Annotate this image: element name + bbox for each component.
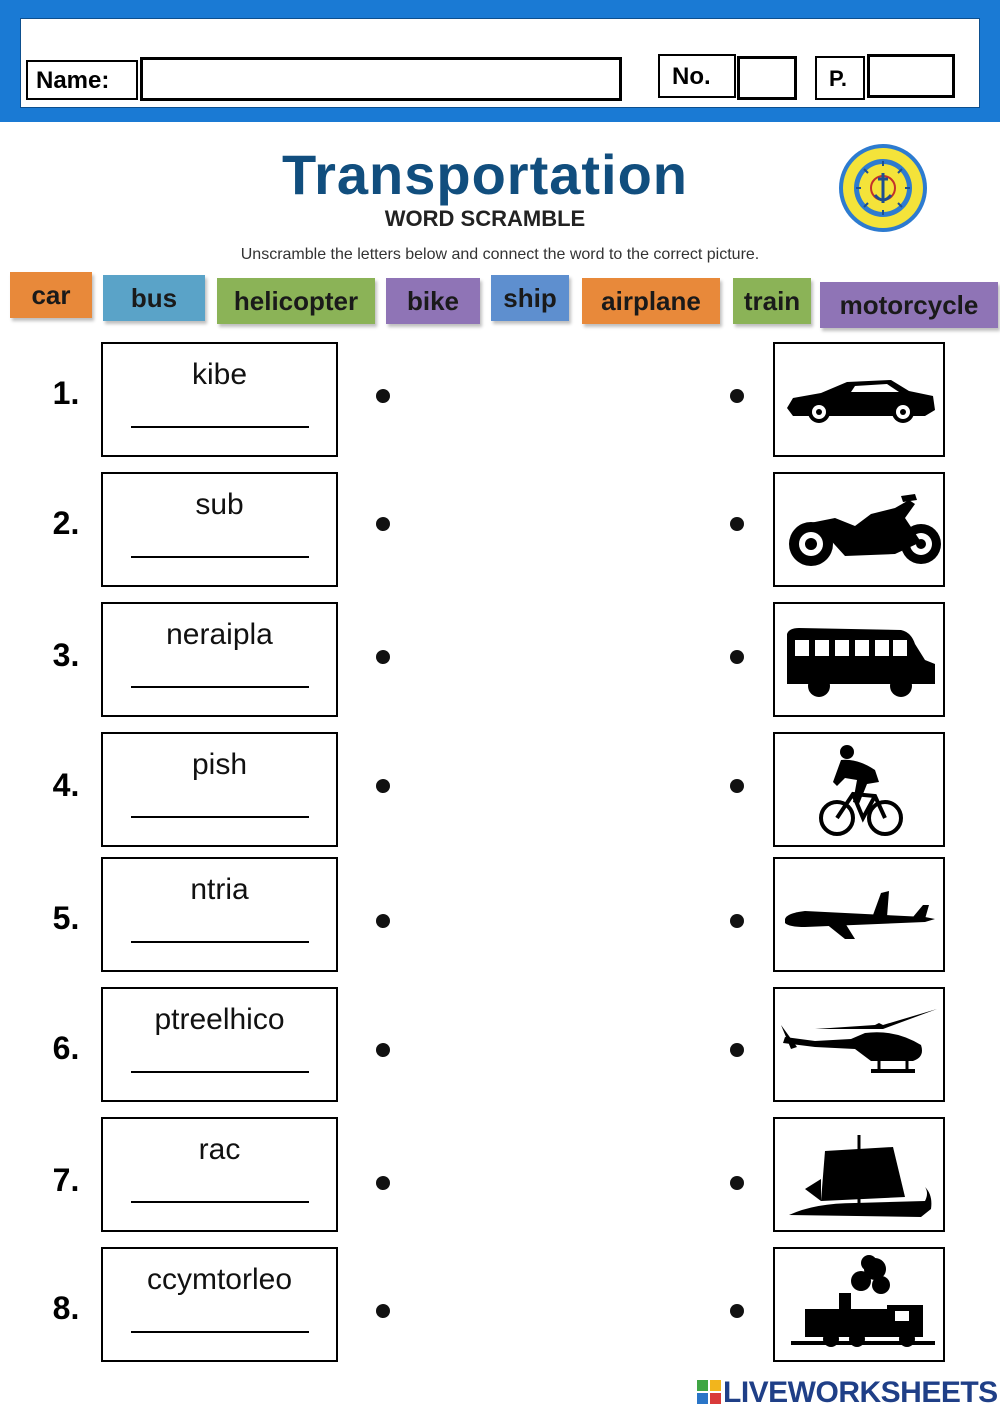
row-number: 4. xyxy=(52,767,80,803)
scrambled-word: ptreelhico xyxy=(154,1003,285,1036)
row-number: 2. xyxy=(52,505,80,541)
word-chip-airplane: airplane xyxy=(582,278,720,324)
ship-icon xyxy=(775,1119,943,1230)
answer-line[interactable] xyxy=(131,941,309,943)
scramble-box xyxy=(101,857,338,972)
answer-line[interactable] xyxy=(131,426,309,428)
row-number: 7. xyxy=(52,1162,80,1198)
left-connect-dot[interactable] xyxy=(376,389,390,403)
scramble-box xyxy=(101,987,338,1102)
scramble-box xyxy=(101,1247,338,1362)
scramble-box xyxy=(101,342,338,457)
picture-box xyxy=(773,472,945,587)
scramble-box xyxy=(101,472,338,587)
answer-line[interactable] xyxy=(131,556,309,558)
answer-line[interactable] xyxy=(131,1201,309,1203)
car-icon xyxy=(775,344,943,455)
right-connect-dot[interactable] xyxy=(730,1043,744,1057)
train-icon xyxy=(775,1249,943,1360)
scramble-box xyxy=(101,602,338,717)
word-chip-car: car xyxy=(10,272,92,318)
row-number: 3. xyxy=(52,637,80,673)
answer-line[interactable] xyxy=(131,1331,309,1333)
left-connect-dot[interactable] xyxy=(376,1304,390,1318)
scrambled-word: ntria xyxy=(190,873,249,906)
scrambled-word: pish xyxy=(191,748,248,781)
answer-line[interactable] xyxy=(131,686,309,688)
name-label: Name: xyxy=(26,60,138,100)
scrambled-word: kibe xyxy=(191,358,248,391)
liveworksheets-logo xyxy=(697,1376,998,1410)
right-connect-dot[interactable] xyxy=(730,389,744,403)
left-connect-dot[interactable] xyxy=(376,779,390,793)
motorcycle-icon xyxy=(775,474,943,585)
picture-box xyxy=(773,1117,945,1232)
left-connect-dot[interactable] xyxy=(376,1176,390,1190)
scrambled-word: neraipla xyxy=(166,618,273,651)
row-number: 5. xyxy=(52,900,80,936)
picture-box xyxy=(773,987,945,1102)
word-chip-ship: ship xyxy=(491,275,569,321)
row-number: 8. xyxy=(52,1290,80,1326)
scramble-box xyxy=(101,1117,338,1232)
liveworksheets-logo-icon xyxy=(697,1380,721,1404)
class-field[interactable] xyxy=(867,54,955,98)
right-connect-dot[interactable] xyxy=(730,1176,744,1190)
class-label: P. xyxy=(815,56,865,100)
word-chip-train: train xyxy=(733,278,811,324)
left-connect-dot[interactable] xyxy=(376,517,390,531)
picture-box xyxy=(773,857,945,972)
school-seal-icon xyxy=(838,143,928,233)
number-field[interactable] xyxy=(737,56,797,100)
right-connect-dot[interactable] xyxy=(730,517,744,531)
row-number: 6. xyxy=(52,1030,80,1066)
word-chip-bus: bus xyxy=(103,275,205,321)
left-connect-dot[interactable] xyxy=(376,914,390,928)
scrambled-word: ccymtorleo xyxy=(146,1263,293,1296)
right-connect-dot[interactable] xyxy=(730,650,744,664)
row-number: 1. xyxy=(52,375,80,411)
answer-line[interactable] xyxy=(131,1071,309,1073)
picture-box xyxy=(773,342,945,457)
picture-box xyxy=(773,1247,945,1362)
picture-box xyxy=(773,732,945,847)
name-field[interactable] xyxy=(140,57,622,101)
left-connect-dot[interactable] xyxy=(376,650,390,664)
airplane-icon xyxy=(775,859,943,970)
page-title: Transportation xyxy=(281,143,689,206)
right-connect-dot[interactable] xyxy=(730,779,744,793)
picture-box xyxy=(773,602,945,717)
word-chip-motorcycle: motorcycle xyxy=(820,282,998,328)
answer-line[interactable] xyxy=(131,816,309,818)
number-label: No. xyxy=(658,54,736,98)
page-subtitle: WORD SCRAMBLE xyxy=(384,206,586,231)
right-connect-dot[interactable] xyxy=(730,914,744,928)
footer-text: LIVEWORKSHEETS xyxy=(723,1376,998,1409)
left-connect-dot[interactable] xyxy=(376,1043,390,1057)
scrambled-word: sub xyxy=(195,488,244,521)
word-chip-bike: bike xyxy=(386,278,480,324)
bus-icon xyxy=(775,604,943,715)
instructions: Unscramble the letters below and connect the word to the correct picture. xyxy=(240,246,760,263)
right-connect-dot[interactable] xyxy=(730,1304,744,1318)
scrambled-word: rac xyxy=(198,1133,241,1166)
bike-icon xyxy=(775,734,943,845)
scramble-box xyxy=(101,732,338,847)
helicopter-icon xyxy=(775,989,943,1100)
word-chip-helicopter: helicopter xyxy=(217,278,375,324)
